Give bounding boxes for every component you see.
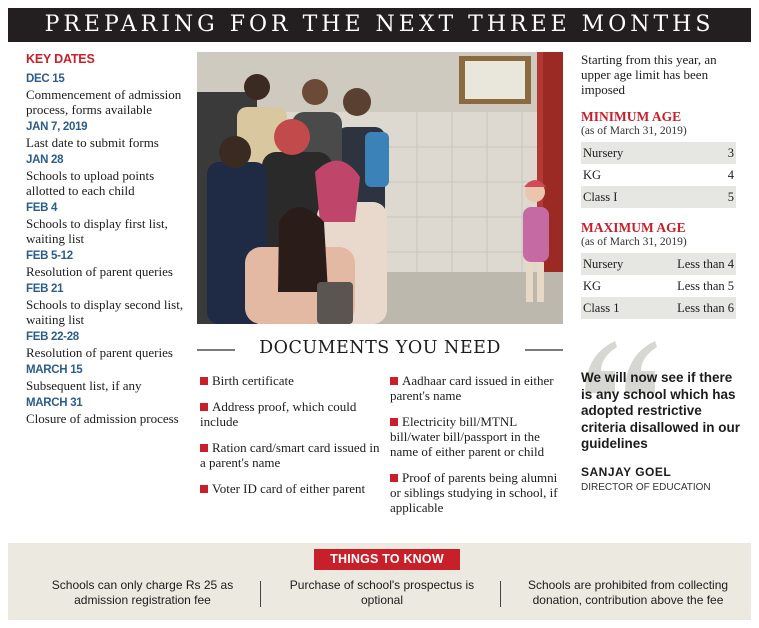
document-text: Electricity bill/MTNL bill/water bill/passport in the name of either parent or child <box>390 414 545 459</box>
document-item <box>200 481 380 496</box>
quote-author-role: DIRECTOR OF EDUCATION <box>581 481 711 493</box>
key-date: FEB 4 <box>26 202 58 214</box>
key-date-item <box>26 396 188 426</box>
things-to-know-title: THINGS TO KNOW <box>314 549 460 570</box>
key-date-item <box>26 249 188 279</box>
document-item <box>390 373 566 403</box>
key-date: FEB 22-28 <box>26 331 79 343</box>
age-row-label: KG <box>583 279 602 293</box>
minimum-age-table <box>581 142 736 208</box>
key-date: MARCH 15 <box>26 364 83 376</box>
key-date-desc: Subsequent list, if any <box>26 378 142 393</box>
quote-text: We will now see if there is any school which has adopted restrictive criteria disallowed in our guidelines <box>581 370 741 451</box>
bullet-icon <box>390 377 398 385</box>
queue-photo <box>197 52 563 324</box>
things-to-know-item: Purchase of school's prospectus is optional <box>289 578 475 607</box>
bullet-icon <box>200 403 208 411</box>
document-text: Proof of parents being alumni or siblings studying in school, if applicable <box>390 470 558 515</box>
bullet-icon <box>390 474 398 482</box>
document-item <box>390 414 566 459</box>
quote-author: SANJAY GOEL <box>581 464 672 479</box>
maximum-age-table <box>581 253 736 319</box>
age-row <box>581 142 736 164</box>
document-item <box>200 440 380 470</box>
age-row-value: 4 <box>727 168 734 182</box>
age-row-label: Class 1 <box>583 301 620 315</box>
things-to-know-panel <box>8 543 751 620</box>
key-date-item <box>26 363 188 393</box>
age-row-value: 3 <box>727 146 734 160</box>
documents-heading <box>197 336 563 362</box>
key-date-item <box>26 330 188 360</box>
document-text: Birth certificate <box>212 373 294 388</box>
divider <box>260 581 261 607</box>
age-row <box>581 297 736 319</box>
document-text: Voter ID card of either parent <box>212 481 366 496</box>
age-intro-text: Starting from this year, an upper age limit has been imposed <box>581 52 717 97</box>
key-date: FEB 21 <box>26 283 64 295</box>
key-date-desc: Resolution of parent queries <box>26 345 173 360</box>
key-date-desc: Schools to upload points allotted to each child <box>26 168 155 198</box>
age-row-label: Nursery <box>583 257 624 271</box>
things-to-know-item: Schools are prohibited from collecting donation, contribution above the fee <box>527 578 729 607</box>
age-row-label: KG <box>583 168 602 182</box>
key-date-desc: Last date to submit forms <box>26 135 159 150</box>
key-date-desc: Schools to display first list, waiting list <box>26 216 168 246</box>
key-date-desc: Resolution of parent queries <box>26 264 173 279</box>
age-row-label: Nursery <box>583 146 624 160</box>
key-date: JAN 28 <box>26 154 64 166</box>
bullet-icon <box>390 418 398 426</box>
key-date: DEC 15 <box>26 73 65 85</box>
document-text: Ration card/smart card issued in a parent's name <box>200 440 380 470</box>
age-row-value: 5 <box>727 190 734 204</box>
key-dates-title: KEY DATES <box>26 52 95 66</box>
maximum-age-title: MAXIMUM AGE <box>581 220 686 235</box>
key-date-item <box>26 282 188 327</box>
key-date-item <box>26 153 188 198</box>
age-row-value: Less than 4 <box>677 257 734 271</box>
things-to-know-item: Schools can only charge Rs 25 as admission registration fee <box>51 578 234 607</box>
age-row <box>581 164 736 186</box>
document-text: Address proof, which could include <box>200 399 357 429</box>
key-date-item <box>26 201 188 246</box>
key-date: FEB 5-12 <box>26 250 73 262</box>
maximum-age-date: (as of March 31, 2019) <box>581 236 687 248</box>
age-row <box>581 186 736 208</box>
key-dates-section <box>26 52 188 429</box>
banner-title: PREPARING FOR THE NEXT THREE MONTHS <box>8 8 751 42</box>
key-date-desc: Closure of admission process <box>26 411 179 426</box>
document-item <box>200 399 380 429</box>
age-row-value: Less than 6 <box>677 301 734 315</box>
director-quote <box>581 337 741 493</box>
age-row <box>581 253 736 275</box>
documents-title: DOCUMENTS YOU NEED <box>259 338 501 358</box>
minimum-age-date: (as of March 31, 2019) <box>581 125 687 137</box>
age-row <box>581 275 736 297</box>
documents-list-left <box>200 373 380 507</box>
bullet-icon <box>200 485 208 493</box>
key-date-desc: Schools to display second list, waiting list <box>26 297 184 327</box>
divider <box>500 581 501 607</box>
bullet-icon <box>200 377 208 385</box>
age-row-label: Class I <box>583 190 618 204</box>
queue-photo-illustration <box>197 52 563 324</box>
key-date-item <box>26 72 188 117</box>
key-date-item <box>26 120 188 150</box>
document-text: Aadhaar card issued in either parent's name <box>390 373 554 403</box>
document-item <box>390 470 566 515</box>
age-row-value: Less than 5 <box>677 279 734 293</box>
document-item <box>200 373 380 388</box>
bullet-icon <box>200 444 208 452</box>
key-date: MARCH 31 <box>26 397 83 409</box>
key-date-desc: Commencement of admission process, forms available <box>26 87 182 117</box>
key-date: JAN 7, 2019 <box>26 121 88 133</box>
age-limits-section <box>581 52 736 331</box>
documents-list-right <box>390 373 566 526</box>
minimum-age-title: MINIMUM AGE <box>581 109 682 124</box>
